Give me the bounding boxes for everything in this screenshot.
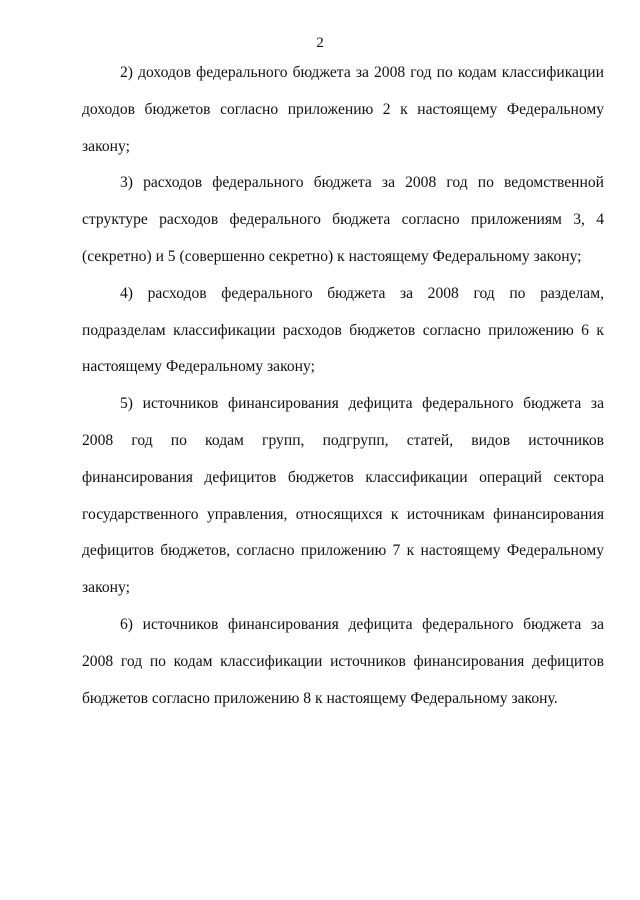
list-item-3: 3) расходов федерального бюджета за 2008 год по ведомственной структуре расходов федерального бюджета согласно приложениям 3, 4 (секретно) и 5 (совершенно секретно) к настоящему Федеральному закону;: [82, 174, 604, 265]
list-item-6: 6) источников финансирования дефицита федерального бюджета за 2008 год по кодам классификации источников финансирования дефицитов бюджетов согласно приложению 8 к настоящему Федеральному закону.: [82, 615, 604, 707]
list-item-5: 5) источников финансирования дефицита федерального бюджета за 2008 год по кодам групп, подгрупп, статей, видов источников финансирования дефицитов бюджетов классификации операций сектора государственного управления, относящихся к источникам финансирования дефицитов бюджетов, согласно приложению 7 к настоящему Федеральному закону;: [82, 395, 604, 597]
list-item-4: 4) расходов федерального бюджета за 2008 год по разделам, подразделам классификации расходов бюджетов согласно приложению 6 к настоящему Федеральному закону;: [82, 284, 604, 376]
list-item-2: 2) доходов федерального бюджета за 2008 год по кодам классификации доходов бюджетов согласно приложению 2 к настоящему Федеральному закону;: [82, 64, 604, 155]
page-number: 2: [316, 35, 324, 51]
document-body: [82, 55, 604, 717]
